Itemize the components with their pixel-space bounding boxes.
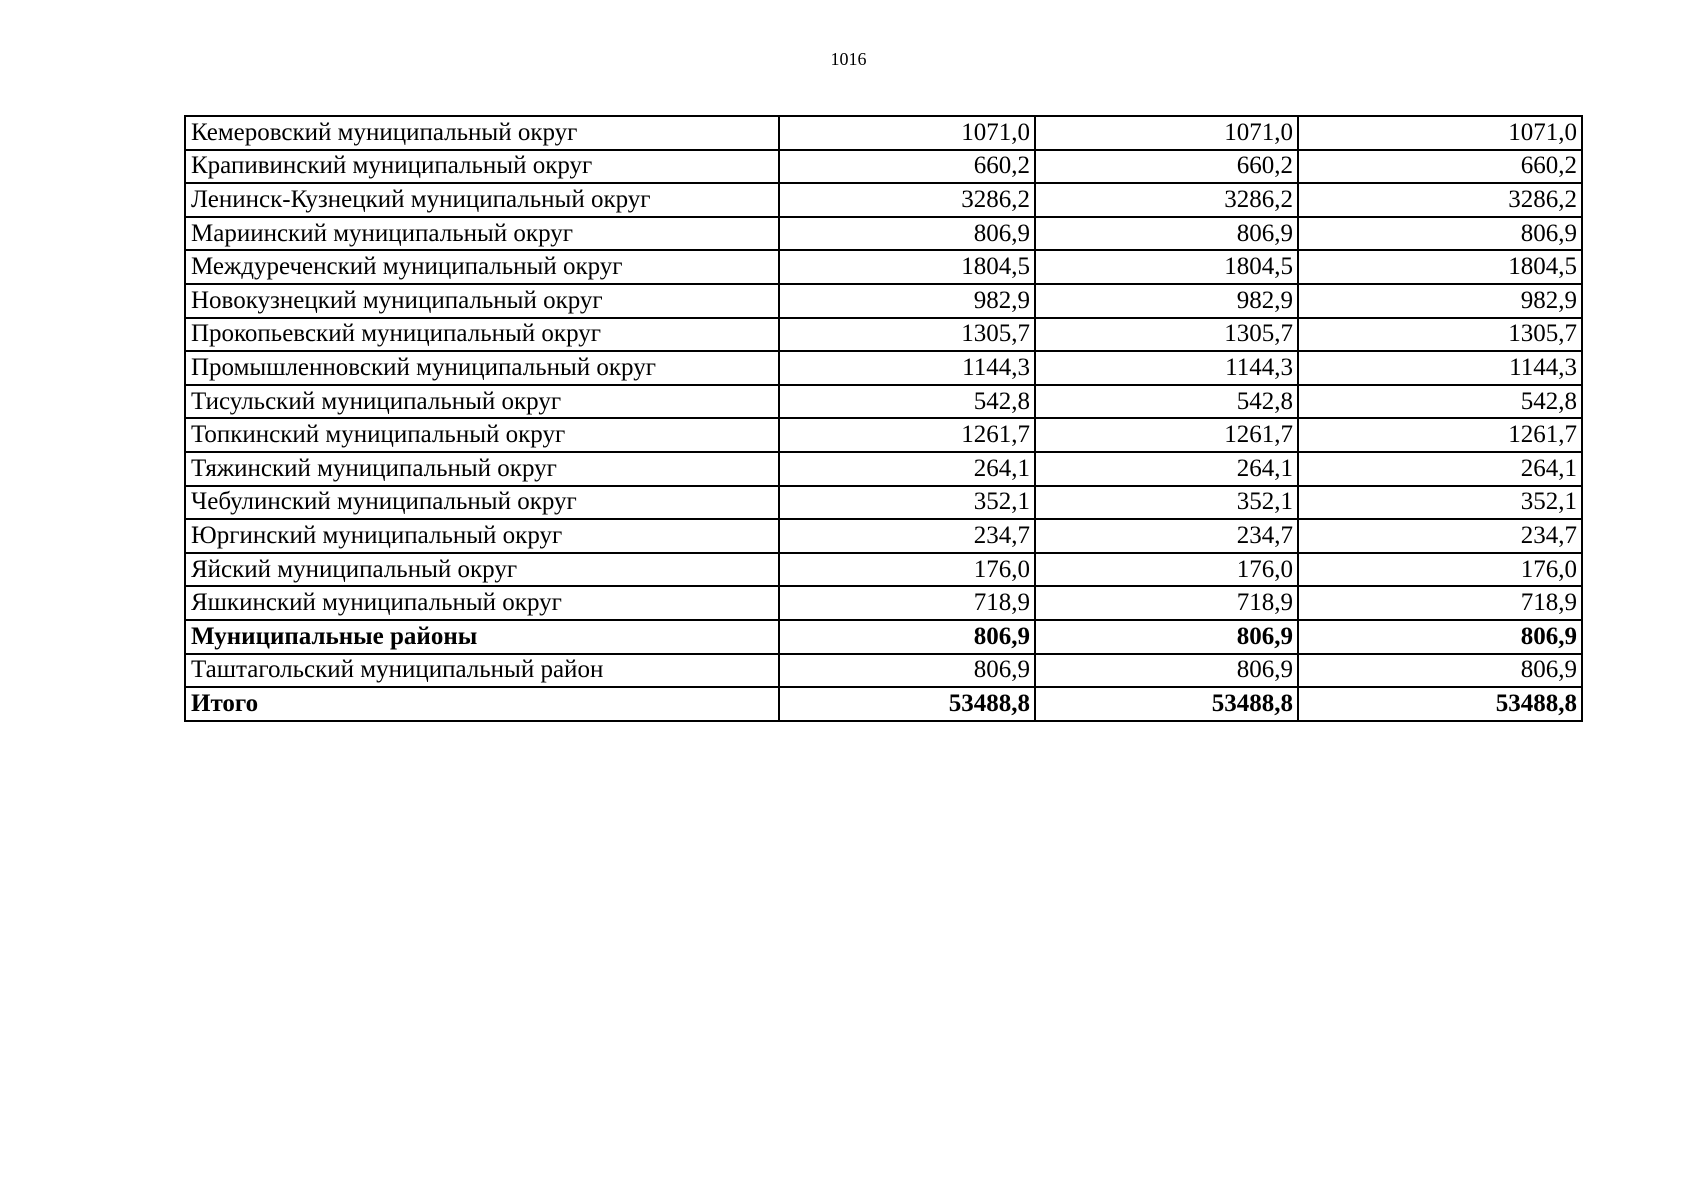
table-row <box>185 654 1582 688</box>
row-value-3-cell: 53488,8 <box>1298 687 1582 721</box>
row-name-cell: Чебулинский муниципальный округ <box>185 486 779 520</box>
row-value-3-cell: 542,8 <box>1298 385 1582 419</box>
row-value-1-cell: 806,9 <box>779 654 1035 688</box>
row-name-cell: Междуреченский муниципальный округ <box>185 250 779 284</box>
page-number: 1016 <box>830 49 867 69</box>
table-row <box>185 284 1582 318</box>
row-value-1-cell: 264,1 <box>779 452 1035 486</box>
row-value-2-cell: 542,8 <box>1035 385 1298 419</box>
row-value-2-cell: 1305,7 <box>1035 318 1298 352</box>
row-value-1-cell: 718,9 <box>779 586 1035 620</box>
table-row <box>185 519 1582 553</box>
row-value-3-cell: 1804,5 <box>1298 250 1582 284</box>
row-name-cell: Топкинский муниципальный округ <box>185 418 779 452</box>
table-row <box>185 687 1582 721</box>
row-value-3-cell: 176,0 <box>1298 553 1582 587</box>
row-value-1-cell: 1261,7 <box>779 418 1035 452</box>
table-row <box>185 620 1582 654</box>
row-value-1-cell: 660,2 <box>779 150 1035 184</box>
row-value-2-cell: 660,2 <box>1035 150 1298 184</box>
row-value-1-cell: 3286,2 <box>779 183 1035 217</box>
row-value-1-cell: 53488,8 <box>779 687 1035 721</box>
row-name-cell: Юргинский муниципальный округ <box>185 519 779 553</box>
row-value-1-cell: 1804,5 <box>779 250 1035 284</box>
row-value-3-cell: 1261,7 <box>1298 418 1582 452</box>
row-value-2-cell: 1804,5 <box>1035 250 1298 284</box>
table-row <box>185 150 1582 184</box>
row-value-2-cell: 1071,0 <box>1035 116 1298 150</box>
row-value-1-cell: 806,9 <box>779 620 1035 654</box>
table-row <box>185 217 1582 251</box>
row-value-2-cell: 1144,3 <box>1035 351 1298 385</box>
row-value-3-cell: 1305,7 <box>1298 318 1582 352</box>
budget-table <box>184 115 1583 722</box>
table-row <box>185 318 1582 352</box>
row-name-cell: Крапивинский муниципальный округ <box>185 150 779 184</box>
row-value-1-cell: 806,9 <box>779 217 1035 251</box>
row-value-3-cell: 234,7 <box>1298 519 1582 553</box>
row-value-2-cell: 1261,7 <box>1035 418 1298 452</box>
row-value-3-cell: 264,1 <box>1298 452 1582 486</box>
table-row <box>185 586 1582 620</box>
row-value-1-cell: 982,9 <box>779 284 1035 318</box>
row-value-2-cell: 3286,2 <box>1035 183 1298 217</box>
row-value-1-cell: 234,7 <box>779 519 1035 553</box>
row-value-2-cell: 718,9 <box>1035 586 1298 620</box>
row-value-3-cell: 1144,3 <box>1298 351 1582 385</box>
table-row <box>185 452 1582 486</box>
row-value-2-cell: 352,1 <box>1035 486 1298 520</box>
row-value-3-cell: 806,9 <box>1298 654 1582 688</box>
row-value-1-cell: 1305,7 <box>779 318 1035 352</box>
row-value-2-cell: 806,9 <box>1035 654 1298 688</box>
table-row <box>185 418 1582 452</box>
table-row <box>185 351 1582 385</box>
row-value-1-cell: 352,1 <box>779 486 1035 520</box>
row-value-2-cell: 53488,8 <box>1035 687 1298 721</box>
table-row <box>185 183 1582 217</box>
table-row <box>185 250 1582 284</box>
row-value-3-cell: 806,9 <box>1298 217 1582 251</box>
row-name-cell: Тяжинский муниципальный округ <box>185 452 779 486</box>
row-name-cell: Промышленновский муниципальный округ <box>185 351 779 385</box>
row-value-3-cell: 352,1 <box>1298 486 1582 520</box>
row-value-2-cell: 806,9 <box>1035 620 1298 654</box>
row-name-cell: Кемеровский муниципальный округ <box>185 116 779 150</box>
row-name-cell: Прокопьевский муниципальный округ <box>185 318 779 352</box>
row-value-2-cell: 264,1 <box>1035 452 1298 486</box>
row-name-cell: Мариинский муниципальный округ <box>185 217 779 251</box>
row-value-3-cell: 3286,2 <box>1298 183 1582 217</box>
table-body <box>185 116 1582 721</box>
table-row <box>185 486 1582 520</box>
row-name-cell: Яшкинский муниципальный округ <box>185 586 779 620</box>
row-name-cell: Таштагольский муниципальный район <box>185 654 779 688</box>
row-name-cell: Яйский муниципальный округ <box>185 553 779 587</box>
table-row <box>185 385 1582 419</box>
row-value-2-cell: 982,9 <box>1035 284 1298 318</box>
row-value-1-cell: 542,8 <box>779 385 1035 419</box>
row-value-1-cell: 1144,3 <box>779 351 1035 385</box>
row-name-cell: Муниципальные районы <box>185 620 779 654</box>
table-row <box>185 116 1582 150</box>
row-value-3-cell: 806,9 <box>1298 620 1582 654</box>
row-value-3-cell: 718,9 <box>1298 586 1582 620</box>
row-value-3-cell: 1071,0 <box>1298 116 1582 150</box>
row-value-3-cell: 660,2 <box>1298 150 1582 184</box>
row-name-cell: Новокузнецкий муниципальный округ <box>185 284 779 318</box>
row-value-2-cell: 234,7 <box>1035 519 1298 553</box>
table-row <box>185 553 1582 587</box>
row-value-1-cell: 1071,0 <box>779 116 1035 150</box>
row-value-2-cell: 806,9 <box>1035 217 1298 251</box>
row-name-cell: Итого <box>185 687 779 721</box>
row-name-cell: Ленинск-Кузнецкий муниципальный округ <box>185 183 779 217</box>
row-value-2-cell: 176,0 <box>1035 553 1298 587</box>
row-name-cell: Тисульский муниципальный округ <box>185 385 779 419</box>
row-value-1-cell: 176,0 <box>779 553 1035 587</box>
row-value-3-cell: 982,9 <box>1298 284 1582 318</box>
